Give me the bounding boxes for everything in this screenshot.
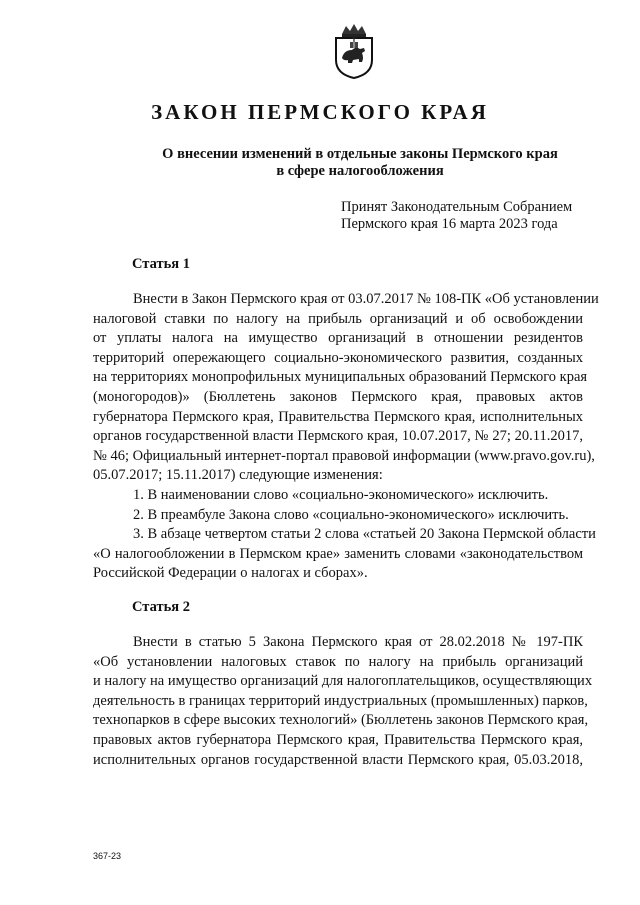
coat-of-arms-icon xyxy=(332,22,376,80)
article-1-heading: Статья 1 xyxy=(132,256,190,272)
law-title: ЗАКОН ПЕРМСКОГО КРАЯ xyxy=(151,100,489,124)
article-1-body xyxy=(93,290,599,584)
article-1-line: от уплаты налога на имущество организаций в отношении резидентов xyxy=(93,330,583,347)
article-1-line: органов государственной власти Пермского края, 10.07.2017, № 27; 20.11.2017, xyxy=(93,428,583,445)
adoption-line: Пермского края 16 марта 2023 года xyxy=(341,216,558,232)
subtitle-line: в сфере налогообложения xyxy=(276,163,444,179)
article-1-line: губернатора Пермского края, Правительства Пермского края, исполнительных xyxy=(93,408,583,425)
article-2-line: «Об установлении налоговых ставок по налогу на прибыль организаций xyxy=(93,653,583,670)
article-1-item: 2. В преамбуле Закона слово «социально-экономического» исключить. xyxy=(133,506,569,523)
article-1-line: Внести в Закон Пермского края от 03.07.2017 № 108-ПК «Об установлении xyxy=(133,291,599,307)
article-1-line: 05.07.2017; 15.11.2017) следующие изменения: xyxy=(93,467,383,484)
article-1-line: на территориях монопрофильных муниципальных образований Пермского края xyxy=(93,369,588,386)
article-2-line: деятельность в границах территорий индустриальных (промышленных) парков, xyxy=(93,692,588,709)
article-2-body xyxy=(93,633,593,770)
article-1-line: (моногородов)» (Бюллетень законов Пермского края, правовых актов xyxy=(93,388,583,405)
article-1-item: 3. В абзаце четвертом статьи 2 слова «статьей 20 Закона Пермской области xyxy=(133,526,596,543)
article-2-line: и налогу на имущество организаций для налогоплательщиков, осуществляющих xyxy=(93,673,593,690)
article-2-heading: Статья 2 xyxy=(132,599,190,615)
article-1-line: налоговой ставки по налогу на прибыль организаций и об освобождении xyxy=(93,310,583,327)
article-1-line: территорий опережающего социально-экономического развития, созданных xyxy=(93,349,583,366)
article-2-line: Внести в статью 5 Закона Пермского края от 28.02.2018 № 197-ПК xyxy=(133,634,583,650)
article-1-line: «О налогообложении в Пермском крае» заменить словами «законодательством xyxy=(93,545,583,562)
document-code: 367-23 xyxy=(93,851,122,861)
adoption-note xyxy=(341,199,572,233)
law-subtitle xyxy=(80,146,640,180)
article-2-line: правовых актов губернатора Пермского края, Правительства Пермского края, xyxy=(93,731,583,748)
article-1-line: № 46; Официальный интернет-портал правовой информации (www.pravo.gov.ru), xyxy=(93,447,595,464)
article-2-line: технопарков в сфере высоких технологий» (Бюллетень законов Пермского края, xyxy=(93,712,589,729)
article-1-item: 1. В наименовании слово «социально-экономического» исключить. xyxy=(133,486,549,503)
article-1-line: Российской Федерации о налогах и сборах». xyxy=(93,565,368,582)
article-2-line: исполнительных органов государственной власти Пермского края, 05.03.2018, xyxy=(93,751,583,768)
subtitle-line: О внесении изменений в отдельные законы Пермского края xyxy=(162,146,558,162)
adoption-line: Принят Законодательным Собранием xyxy=(341,199,573,215)
